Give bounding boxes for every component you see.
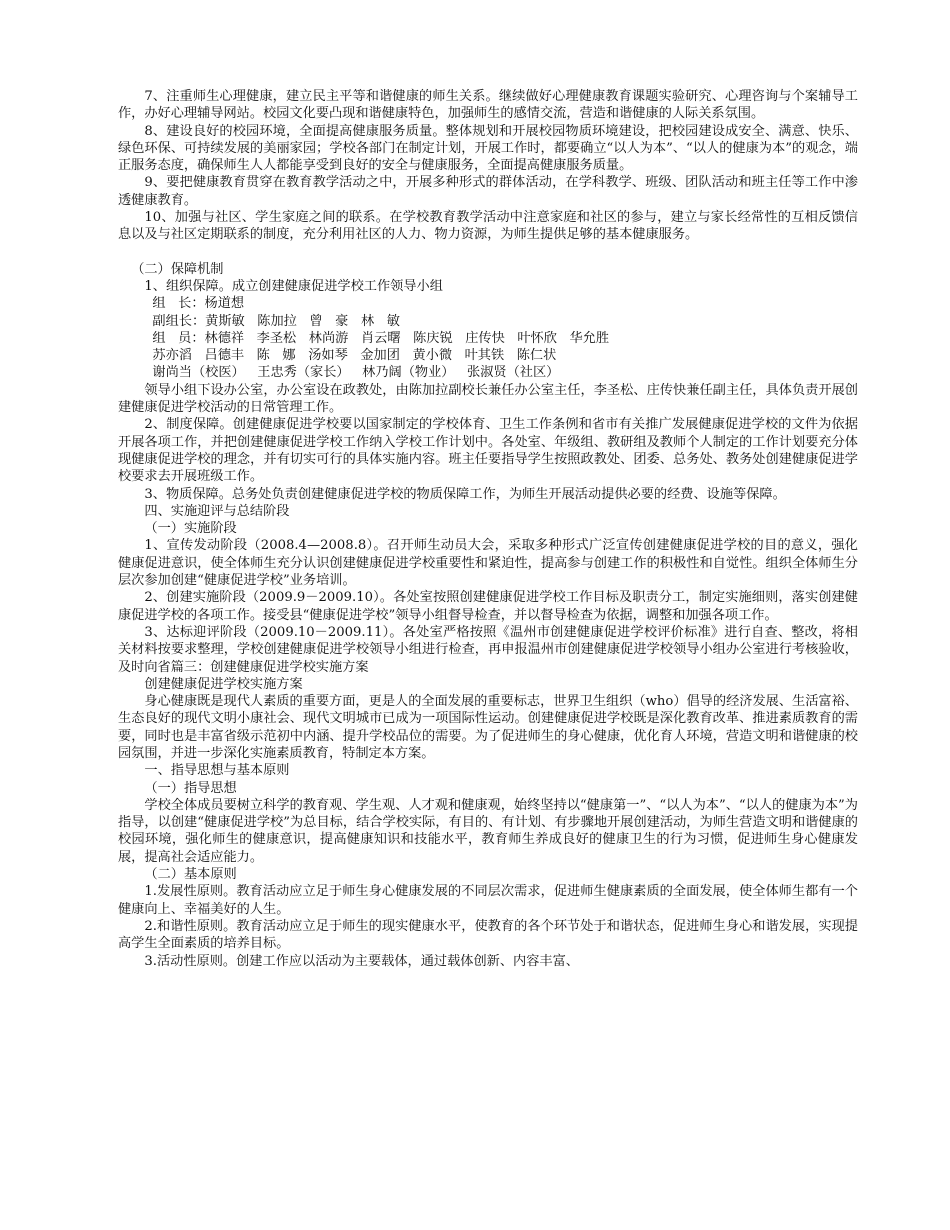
principle-2-paragraph: 2.和谐性原则。教育活动应立足于师生的现实健康水平，使教育的各个环节处于和谐状态，促进师生身心和谐发展，实现提高学生全面素质的培养目标。 xyxy=(118,918,858,952)
principle-3-paragraph: 3.活动性原则。创建工作应以活动为主要载体，通过载体创新、内容丰富、 xyxy=(144,953,579,969)
plan-intro-paragraph: 身心健康既是现代人素质的重要方面，更是人的全面发展的重要标志，世界卫生组织（who）倡导的经济发展、生活富裕、生态良好的现代文明小康社会、现代文明城市已成为一项国际性运动。创建健康促进学校既是深化教育改革、推进素质教育的需要，同时也是丰富省级示范初中内涵、提升学校品位的需要。为了促进师生的身心健康，优化育人环境，营造文明和谐健康的校园氛围，并进一步深化实施素质教育，特制定本方案。 xyxy=(118,694,858,761)
plan-title: 创建健康促进学校实施方案 xyxy=(144,676,303,692)
paragraph-item-10: 10、加强与社区、学生家庭之间的联系。在学校教育教学活动中注意家庭和社区的参与，建立与家长经常性的互相反馈信息以及与社区定期联系的制度，充分利用社区的人力、物力资源，为师生提供足够的基本健康服务。 xyxy=(118,210,858,243)
section-heading-guarantee: （二）保障机制 xyxy=(131,261,224,277)
office-paragraph: 领导小组下设办公室，办公室设在政教处，由陈加拉副校长兼任办公室主任，李圣松、庄传快兼任副主任，具体负责开展创建健康促进学校活动的日常管理工作。 xyxy=(118,382,858,416)
paragraph-item-7: 7、注重师生心理健康，建立民主平等和谐健康的师生关系。继续做好心理健康教育课题实验研究、心理咨询与个案辅导工作，办好心理辅导网站。校园文化要凸现和谐健康特色，加强师生的感情交流，营造和谐健康的人际关系氛围。 xyxy=(118,89,858,122)
principle-1-paragraph: 1.发展性原则。教育活动应立足于师生身心健康发展的不同层次需求，促进师生健康素质的全面发展，使全体师生都有一个健康向上、幸福美好的人生。 xyxy=(118,884,858,917)
team-deputies: 副组长：黄斯敏 陈加拉 曾 豪 林 敏 xyxy=(152,313,400,329)
material-guarantee-paragraph: 3、物质保障。总务处负责创建健康促进学校的物质保障工作，为师生开展活动提供必要的经费、设施等保障。 xyxy=(144,486,786,502)
section-heading-stage4: 四、实施迎评与总结阶段 xyxy=(144,503,290,519)
section-heading-guidance: 一、指导思想与基本原则 xyxy=(144,763,290,779)
system-guarantee-paragraph: 2、制度保障。创建健康促进学校要以国家制定的学校体育、卫生工作条例和省市有关推广发展健康促进学校的文件为依据开展各项工作，并把创建健康促进学校工作纳入学校工作计划中。各处室、年级组、教研组及教师个人制定的工作计划要充分体现健康促进学校的理念，并有切实可行的具体实施内容。班主任要指导学生按照政教处、团委、总务处、教务处创建健康促进学校要求去开展班级工作。 xyxy=(118,417,858,485)
subheading-guiding-ideology: （一）指导思想 xyxy=(144,780,237,796)
paragraph-item-8: 8、建设良好的校园环境，全面提高健康服务质量。整体规划和开展校园物质环境建设，把校园建设成安全、满意、快乐、绿色环保、可持续发展的美丽家园；学校各部门在制定计划，开展工作时，都要确立“以人为本”、“以人的健康为本”的观念，端正服务态度，确保师生人人都能享受到良好的安全与健康服务，全面提高健康服务质量。 xyxy=(118,123,858,174)
team-members-line-1: 组 员：林德祥 李圣松 林尚游 肖云曙 陈庆锐 庄传快 叶怀欣 华允胜 xyxy=(152,330,610,346)
paragraph-item-9: 9、要把健康教育贯穿在教育教学活动之中，开展多种形式的群体活动，在学科教学、班级、团队活动和班主任等工作中渗透健康教育。 xyxy=(118,175,858,208)
subheading-basic-principles: （二）基本原则 xyxy=(144,867,237,883)
stage-2-paragraph: 2、创建实施阶段（2009.9－2009.10）。各处室按照创建健康促进学校工作目标及职责分工，制定实施细则，落实创建健康促进学校的各项工作。接受县“健康促进学校”领导小组督导检查，并以督导检查为依据，调整和加强各项工作。 xyxy=(118,590,858,623)
team-leader: 组 长：杨道想 xyxy=(152,296,245,312)
stage-3-paragraph: 3、达标迎评阶段（2009.10－2009.11）。各处室严格按照《温州市创建健康促进学校评价标准》进行自查、整改，将相关材料按要求整理，学校创建健康促进学校领导小组进行检查，再申报温州市创建健康促进学校领导小组办公室进行考核验收，及时向省篇三：创建健康促进学校实施方案 xyxy=(118,624,858,675)
stage-1-paragraph: 1、宣传发动阶段（2008.4—2008.8）。召开师生动员大会，采取多种形式广泛宣传创建健康促进学校的目的意义，强化健康促进意识，使全体师生充分认识创建健康促进学校重要性和紧迫性，提高参与创建工作的积极性和自觉性。组织全体师生分层次参加创建“健康促进学校”业务培训。 xyxy=(118,538,858,589)
org-guarantee-title: 1、组织保障。成立创建健康促进学校工作领导小组 xyxy=(144,278,443,294)
team-members-line-3: 谢尚当（校医） 王忠秀（家长） 林乃阔（物业） 张淑贤（社区） xyxy=(152,365,560,381)
spacer xyxy=(118,244,858,261)
subheading-implementation: （一）实施阶段 xyxy=(144,521,237,537)
team-members-line-2: 苏亦滔 吕德丰 陈 娜 汤如琴 金加团 黄小微 叶其铁 陈仁状 xyxy=(152,348,557,364)
guiding-ideology-paragraph: 学校全体成员要树立科学的教育观、学生观、人才观和健康观，始终坚持以“健康第一”、“以人为本”、“以人的健康为本”为指导，以创建“健康促进学校”为总目标，结合学校实际，有目的、有计划、有步骤地开展创建活动，为师生营造文明和谐健康的校园环境，强化师生的健康意识，提高健康知识和技能水平，教育师生养成良好的健康卫生的行为习惯，促进师生身心健康发展，提高社会适应能力。 xyxy=(118,797,858,865)
